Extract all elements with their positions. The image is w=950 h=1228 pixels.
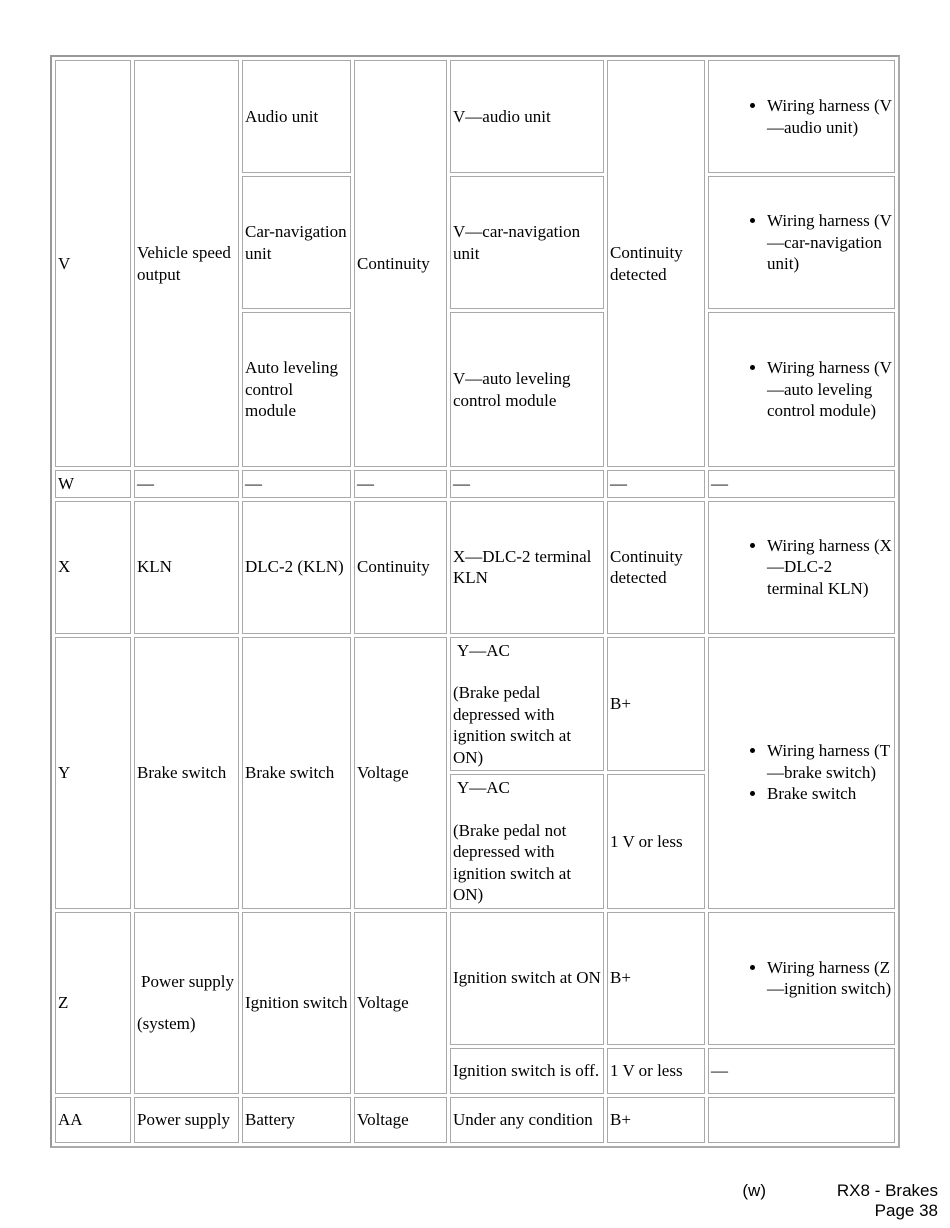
connected-cell: Car-navigation unit	[242, 176, 351, 309]
cause-cell	[708, 501, 895, 634]
terminal-inspection-table	[50, 55, 900, 1148]
dash-cell: —	[242, 470, 351, 498]
table-row-y	[55, 637, 895, 772]
page-number: Page 38	[874, 1201, 938, 1220]
list-item: • Brake switch	[767, 783, 892, 805]
measured-cell: Ignition switch is off.	[450, 1048, 604, 1094]
measured-cell	[450, 774, 604, 909]
list-item: • Wiring harness (Z—ignition switch)	[767, 957, 892, 1000]
table-row-z	[55, 912, 895, 1045]
cause-cell	[708, 312, 895, 467]
standard-cell: B+	[607, 1097, 705, 1143]
dash-cell: —	[134, 470, 239, 498]
document-title: RX8 - Brakes	[836, 1181, 938, 1200]
standard-cell: 1 V or less	[607, 1048, 705, 1094]
dash-cell: —	[607, 470, 705, 498]
list-item: • Wiring harness (V—car-navigation unit)	[767, 210, 892, 275]
measured-title: Y—AC	[457, 640, 510, 660]
measured-cell: V—car-navigation unit	[450, 176, 604, 309]
connected-cell: Battery	[242, 1097, 351, 1143]
measured-cell: Ignition switch at ON	[450, 912, 604, 1045]
cause-cell	[708, 60, 895, 173]
list-item: • Wiring harness (T—brake switch)	[767, 740, 892, 783]
table-row-aa	[55, 1097, 895, 1143]
standard-cell: 1 V or less	[607, 774, 705, 909]
signal-cell: Power supply	[134, 1097, 239, 1143]
signal-cell: Vehicle speed output	[134, 60, 239, 467]
terminal-cell: AA	[55, 1097, 131, 1143]
dash-cell: —	[354, 470, 447, 498]
watermark-label: (w)	[742, 1181, 766, 1200]
terminal-cell: Z	[55, 912, 131, 1094]
cause-cell	[708, 176, 895, 309]
test-item-cell: Voltage	[354, 1097, 447, 1143]
signal-cell: Brake switch	[134, 637, 239, 909]
test-item-cell: Voltage	[354, 912, 447, 1094]
standard-cell: Continuity detected	[607, 501, 705, 634]
signal-subline: (system)	[137, 1014, 196, 1033]
connected-cell: Audio unit	[242, 60, 351, 173]
list-item: • Wiring harness (V—audio unit)	[767, 95, 892, 138]
connected-cell: Brake switch	[242, 637, 351, 909]
measured-cell: V—audio unit	[450, 60, 604, 173]
signal-cell	[134, 912, 239, 1094]
connected-cell: Ignition switch	[242, 912, 351, 1094]
cause-cell	[708, 912, 895, 1045]
standard-cell: Continuity detected	[607, 60, 705, 467]
table-row-v	[55, 60, 895, 173]
list-item: • Wiring harness (V—auto leveling control module)	[767, 357, 892, 422]
test-item-cell: Voltage	[354, 637, 447, 909]
signal-line: Power supply	[141, 971, 235, 991]
terminal-cell: X	[55, 501, 131, 634]
cause-cell	[708, 1097, 895, 1143]
document-page	[50, 55, 900, 1148]
signal-cell: KLN	[134, 501, 239, 634]
table-row-w	[55, 470, 895, 498]
test-item-cell: Continuity	[354, 60, 447, 467]
dash-cell: —	[450, 470, 604, 498]
connected-cell: DLC-2 (KLN)	[242, 501, 351, 634]
page-footer	[742, 1181, 938, 1221]
test-item-cell: Continuity	[354, 501, 447, 634]
measured-condition: (Brake pedal depressed with ignition switch at ON)	[453, 683, 572, 767]
cause-cell: —	[708, 1048, 895, 1094]
connected-cell: Auto leveling control module	[242, 312, 351, 467]
measured-cell: Under any condition	[450, 1097, 604, 1143]
measured-title: Y—AC	[457, 778, 510, 797]
table-row-x	[55, 501, 895, 634]
measured-cell: X—DLC-2 terminal KLN	[450, 501, 604, 634]
list-item: • Wiring harness (X—DLC-2 terminal KLN)	[767, 535, 892, 600]
terminal-cell: W	[55, 470, 131, 498]
standard-cell: B+	[607, 637, 705, 772]
measured-condition: (Brake pedal not depressed with ignition switch at ON)	[453, 820, 572, 904]
cause-cell	[708, 637, 895, 909]
measured-cell	[450, 637, 604, 772]
terminal-cell: V	[55, 60, 131, 467]
terminal-cell: Y	[55, 637, 131, 909]
measured-cell: V—auto leveling control module	[450, 312, 604, 467]
standard-cell: B+	[607, 912, 705, 1045]
dash-cell: —	[708, 470, 895, 498]
